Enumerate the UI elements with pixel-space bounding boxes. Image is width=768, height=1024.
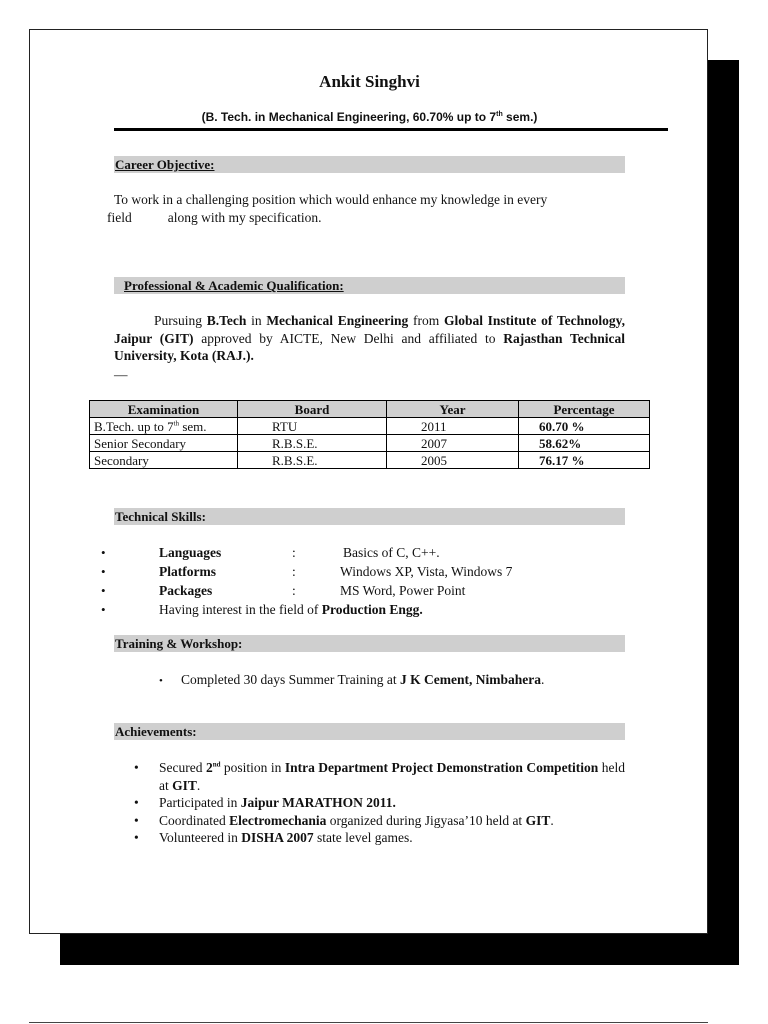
list-item: • Coordinated Electromechania organized during Jigyasa’10 held at GIT. (134, 812, 554, 828)
cell-examination: Secondary (90, 452, 238, 469)
section-heading: Achievements: (115, 724, 197, 739)
cell-board: RTU (238, 418, 387, 435)
list-item: • Secured 2nd position in Intra Department Project Demonstration Competition held at GIT. (134, 760, 626, 793)
cell-year: 2011 (387, 418, 519, 435)
cell-percentage: 58.62% (519, 435, 650, 452)
list-item: • Volunteered in DISHA 2007 state level games. (134, 830, 413, 845)
section-heading: Training & Workshop: (115, 636, 243, 651)
bullet-icon: • (101, 564, 106, 579)
skill-item: • Having interest in the field of Production Engg. (101, 602, 423, 617)
bullet-icon: • (101, 545, 106, 560)
skill-item: • Languages : Basics of C, C++. (101, 545, 440, 560)
column-header: Board (238, 401, 387, 418)
bottom-divider (29, 1022, 708, 1023)
bullet-icon: • (134, 760, 139, 775)
column-header: Percentage (519, 401, 650, 418)
section-technical-skills (114, 508, 625, 525)
skills-list (30, 543, 709, 619)
dash-line: — (114, 367, 128, 382)
table-header-row (90, 401, 650, 418)
bullet-icon: • (101, 602, 106, 617)
cell-board: R.B.S.E. (238, 435, 387, 452)
table-row (90, 418, 650, 435)
cell-year: 2007 (387, 435, 519, 452)
bullet-icon: • (134, 830, 139, 845)
section-heading: Career Objective: (115, 157, 215, 172)
section-heading: Technical Skills: (115, 509, 206, 524)
cell-year: 2005 (387, 452, 519, 469)
cell-percentage: 76.17 % (519, 452, 650, 469)
career-objective-text: To work in a challenging position which would enhance my knowledge in every (114, 192, 548, 207)
section-achievements (114, 723, 625, 740)
training-item: • Completed 30 days Summer Training at J K Cement, Nimbahera. (159, 671, 544, 691)
qualifications-table (89, 400, 650, 469)
cell-examination: Senior Secondary (90, 435, 238, 452)
candidate-name: Ankit Singhvi (319, 72, 420, 91)
bullet-icon: • (134, 812, 139, 828)
section-heading: Professional & Academic Qualification: (124, 278, 344, 293)
cell-board: R.B.S.E. (238, 452, 387, 469)
achievements-list (134, 759, 625, 847)
bullet-icon: • (159, 675, 163, 687)
degree-line: (B. Tech. in Mechanical Engineering, 60.70% up to 7th sem.) (201, 110, 538, 124)
section-qualification (114, 277, 625, 294)
cell-percentage: 60.70 % (519, 418, 650, 435)
table-row (90, 435, 650, 452)
resume-page (29, 29, 708, 934)
bullet-icon: • (134, 795, 139, 810)
qualification-text: Pursuing B.Tech in Mechanical Engineering from Global Institute of Technology, Jaipur (GIT) approved by AICTE, New Delhi and affiliated to Rajasthan Technical University, Kota (RAJ.). (114, 313, 625, 363)
column-header: Year (387, 401, 519, 418)
skill-item: • Packages : MS Word, Power Point (101, 583, 466, 598)
career-objective-text-2: field along with my specification. (107, 210, 322, 225)
column-header: Examination (90, 401, 238, 418)
bullet-icon: • (101, 583, 106, 598)
section-career-objective (114, 156, 625, 173)
cell-examination: B.Tech. up to 7th sem. (90, 418, 238, 435)
section-training (114, 635, 625, 652)
table-row (90, 452, 650, 469)
header-rule (114, 128, 668, 131)
list-item: • Participated in Jaipur MARATHON 2011. (134, 795, 396, 810)
skill-item: • Platforms : Windows XP, Vista, Windows 7 (101, 564, 513, 579)
